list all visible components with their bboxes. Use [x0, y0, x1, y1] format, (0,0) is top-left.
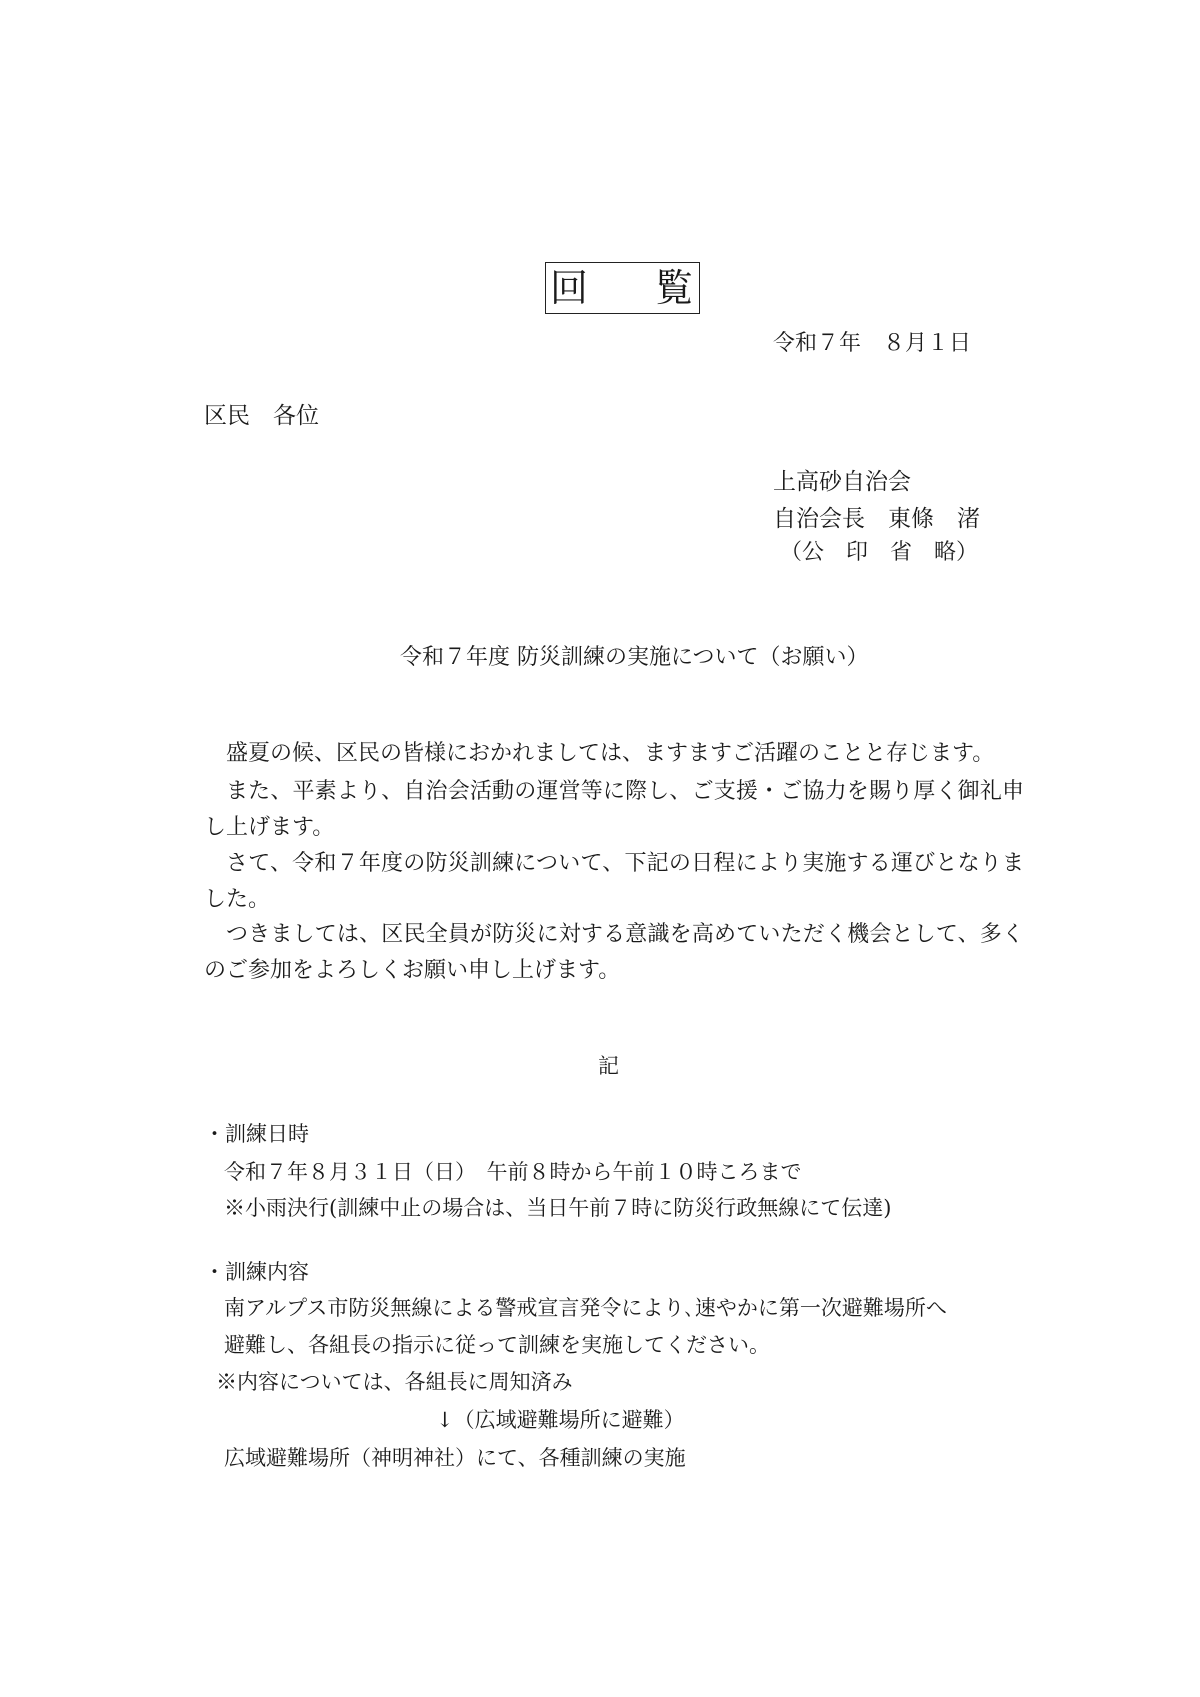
seal-omitted-note: （公 印 省 略）: [780, 540, 979, 565]
ki-marker: 記: [598, 1054, 619, 1078]
section-heading-datetime: ・訓練日時: [204, 1122, 309, 1146]
body-paragraph-request: つきましては、区民全員が防災に対する意識を高めていただく機会として、多くのご参加をよろしくお願い申し上げます。: [204, 922, 1024, 983]
circular-title-char-1: 回: [550, 266, 589, 310]
sender-organization: 上高砂自治会: [773, 469, 911, 495]
circular-title-char-2: 覧: [654, 266, 693, 310]
datetime-line: 令和７年８月３１日（日） 午前８時から午前１０時ころまで: [224, 1160, 802, 1184]
content-arrow-line: ↓（広域避難場所に避難）: [436, 1408, 685, 1432]
content-line-final: 広域避難場所（神明神社）にて、各種訓練の実施: [224, 1446, 686, 1470]
body-paragraph-greeting: 盛夏の候、区民の皆様におかれましては、ますますご活躍のことと存じます。: [226, 741, 995, 766]
content-line-1: 南アルプス市防災無線による警戒宣言発令により､速やかに第一次避難場所へ: [224, 1296, 947, 1320]
circular-title-box: [545, 262, 700, 314]
body-paragraph-announcement: さて、令和７年度の防災訓練について、下記の日程により実施する運びとなりました。: [204, 851, 1024, 912]
section-heading-content: ・訓練内容: [204, 1260, 309, 1284]
sender-name: 自治会長 東條 渚: [773, 506, 980, 532]
addressee: 区民 各位: [204, 403, 319, 429]
body-paragraph-thanks: また、平素より、自治会活動の運営等に際し、ご支援・ご協力を賜り厚く御礼申し上げます。: [204, 779, 1024, 840]
subject-line: 令和７年度 防災訓練の実施について（お願い）: [400, 645, 869, 670]
content-note: ※内容については、各組長に周知済み: [216, 1370, 573, 1394]
datetime-note: ※小雨決行(訓練中止の場合は、当日午前７時に防災行政無線にて伝達): [224, 1196, 892, 1220]
content-line-2: 避難し、各組長の指示に従って訓練を実施してください。: [224, 1333, 770, 1357]
document-date: 令和７年 ８月１日: [773, 331, 972, 356]
